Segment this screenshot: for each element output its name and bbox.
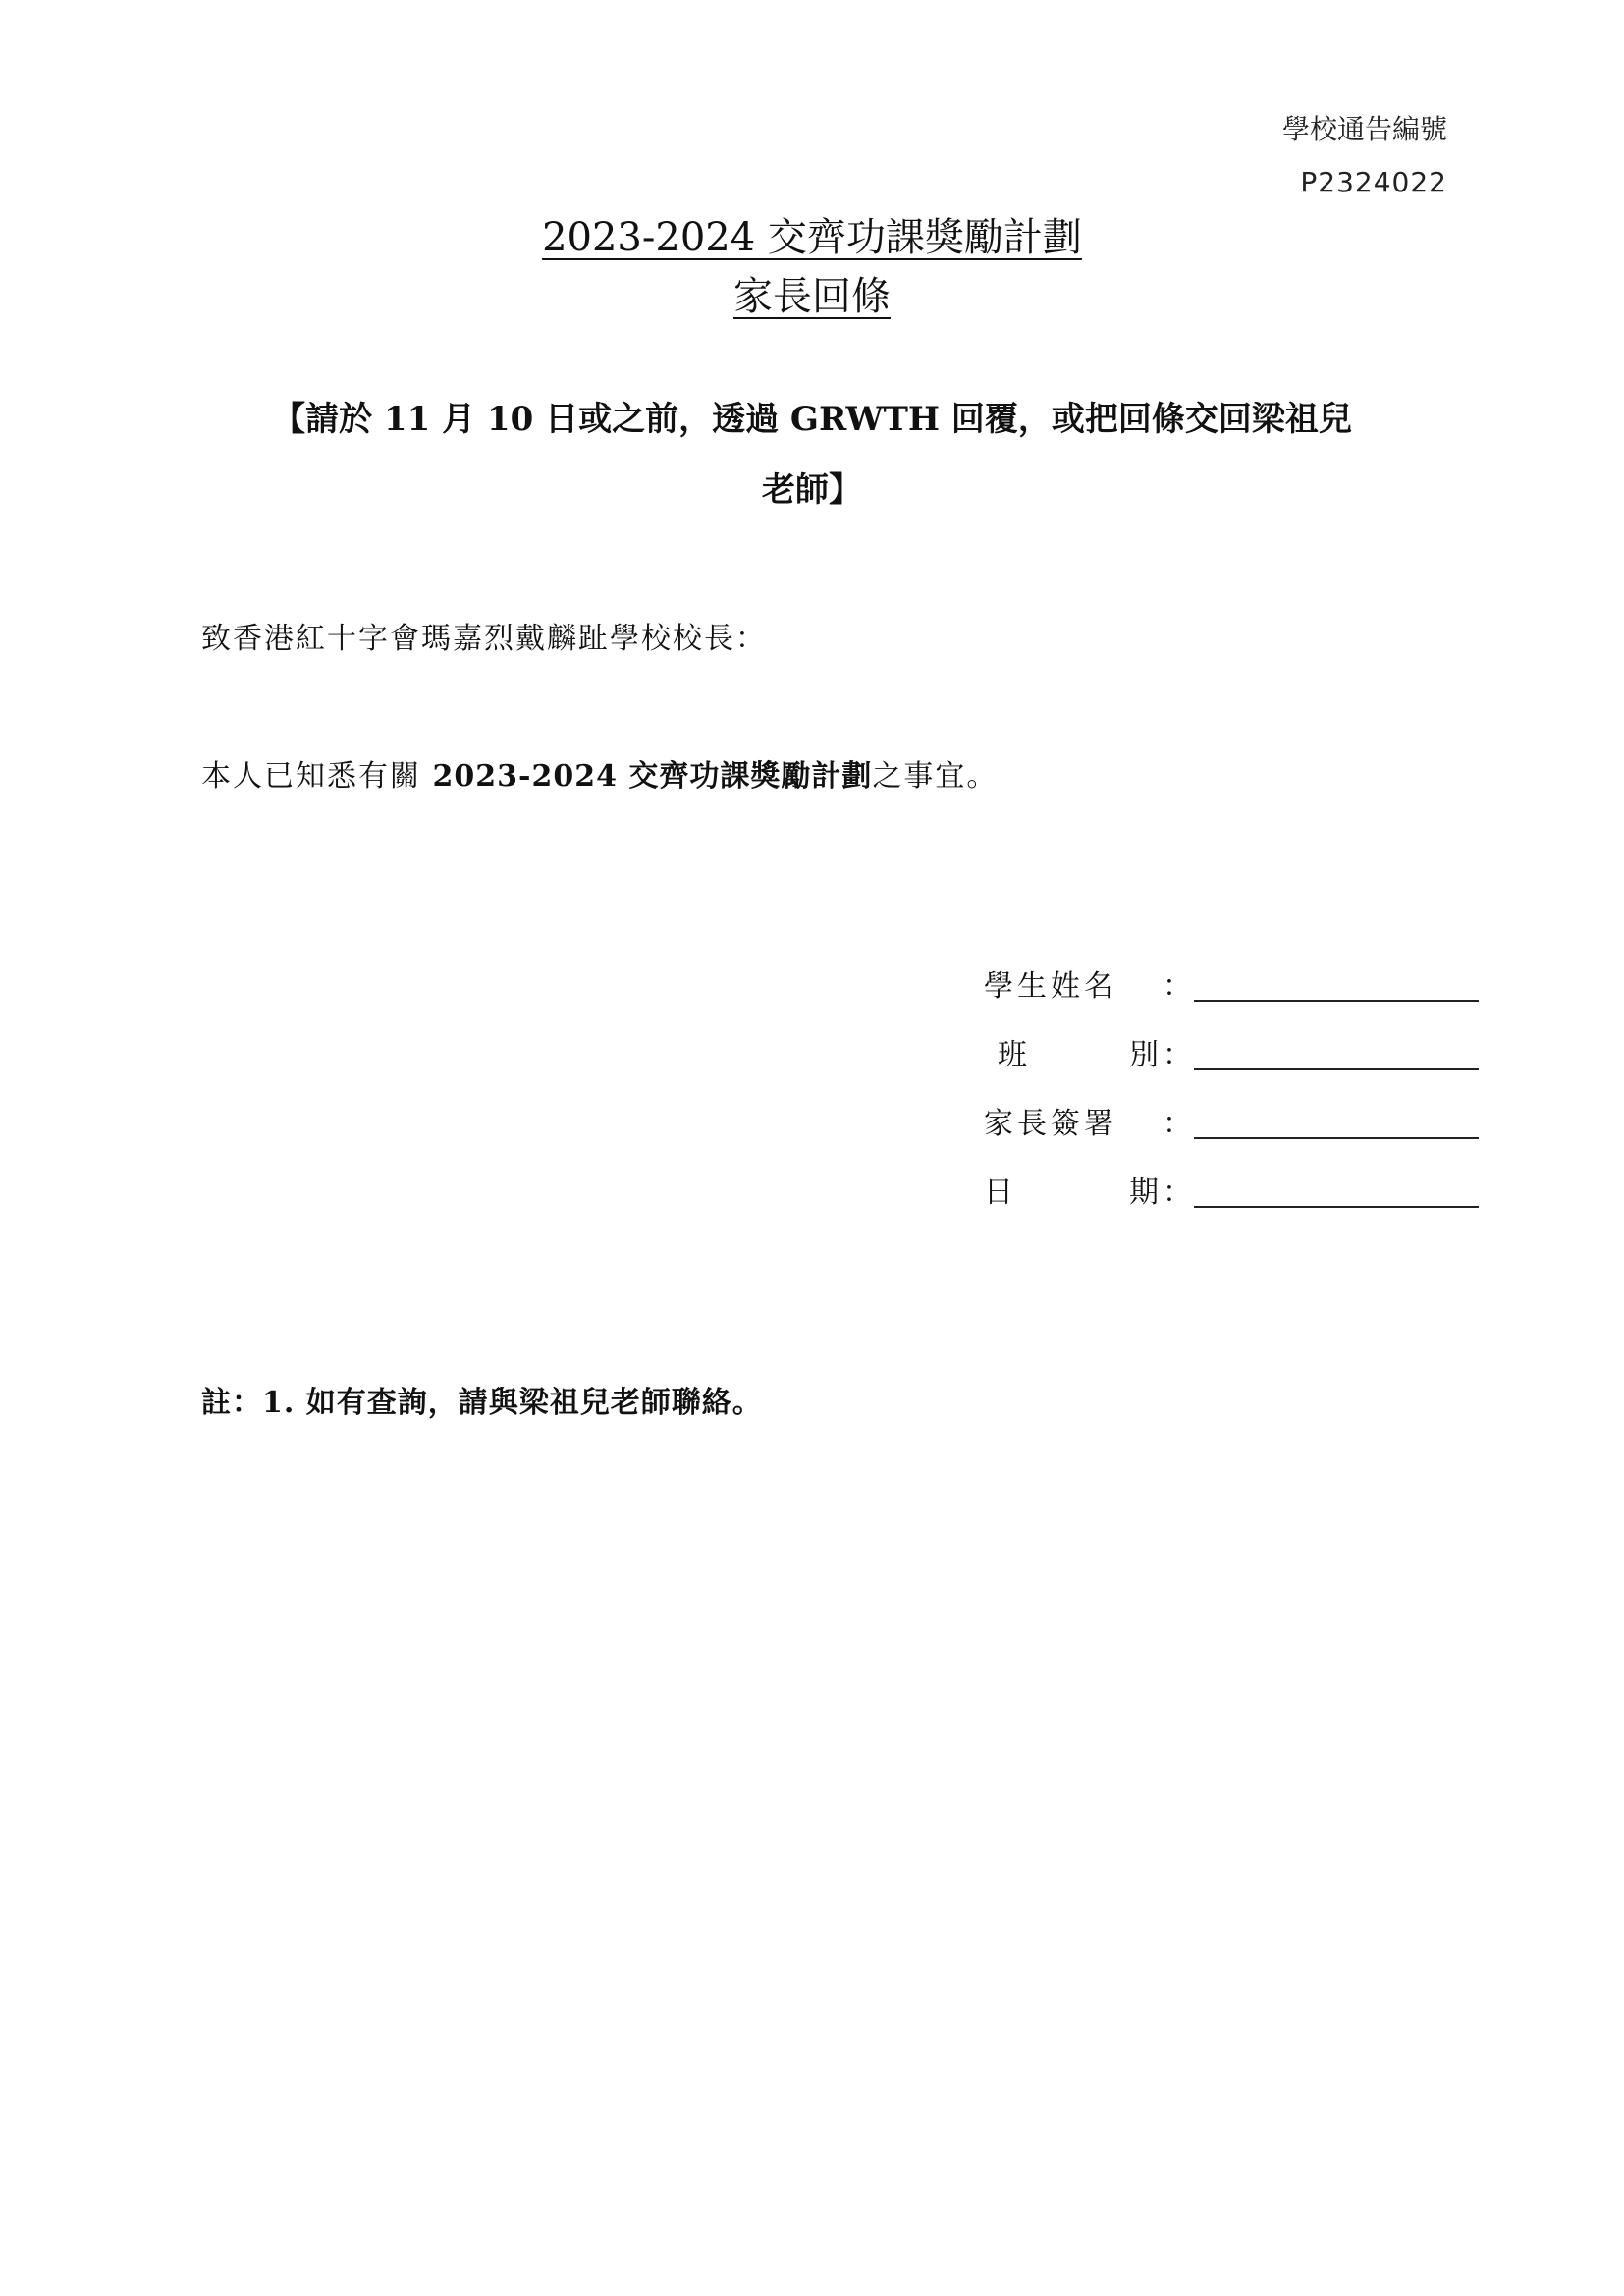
colon: ： [1163,969,1192,1004]
notice-number-code: P2324022 [1300,166,1447,198]
deadline-instruction-line-2: 老師】 [762,470,862,510]
deadline-instruction-line-1: 【請於 11 月 10 日或之前，透過 GRWTH 回覆，或把回條交回梁祖兒 [272,400,1352,439]
class-label-char-1: 班 [998,1038,1031,1072]
colon: ： [1163,1107,1192,1141]
student-name-field[interactable] [1194,976,1479,1002]
date-label [984,1175,1163,1210]
class-field[interactable] [1194,1045,1479,1070]
parent-signature-row [984,1107,1479,1141]
date-row [984,1175,1479,1210]
class-label [984,1038,1163,1072]
letter-salutation: 致香港紅十字會瑪嘉烈戴麟趾學校校長： [201,622,767,656]
statement-programme-name: 2023-2024 交齊功課獎勵計劃 [432,759,873,793]
notice-number-label: 學校通告編號 [1281,113,1447,145]
colon: ： [1163,1038,1192,1072]
date-label-char-1: 日 [984,1175,1017,1210]
document-subtitle: 家長回條 [733,274,891,319]
statement-prefix: 本人已知悉有關 [201,759,433,793]
acknowledgement-statement [201,759,999,793]
footnote: 註：1. 如有查詢，請與梁祖兒老師聯絡。 [201,1386,763,1420]
class-row [984,1038,1479,1072]
parent-signature-field[interactable] [1194,1114,1479,1139]
statement-suffix: 之事宜。 [872,759,999,793]
student-name-row [984,969,1479,1004]
class-label-char-2: 別 [1129,1038,1163,1072]
parent-signature-label: 家長簽署 [984,1107,1117,1141]
date-label-char-2: 期 [1129,1175,1163,1210]
document-title: 2023-2024 交齊功課獎勵計劃 [542,215,1082,260]
date-field[interactable] [1194,1182,1479,1208]
student-name-label: 學生姓名 [984,969,1117,1004]
colon: ： [1163,1175,1192,1210]
